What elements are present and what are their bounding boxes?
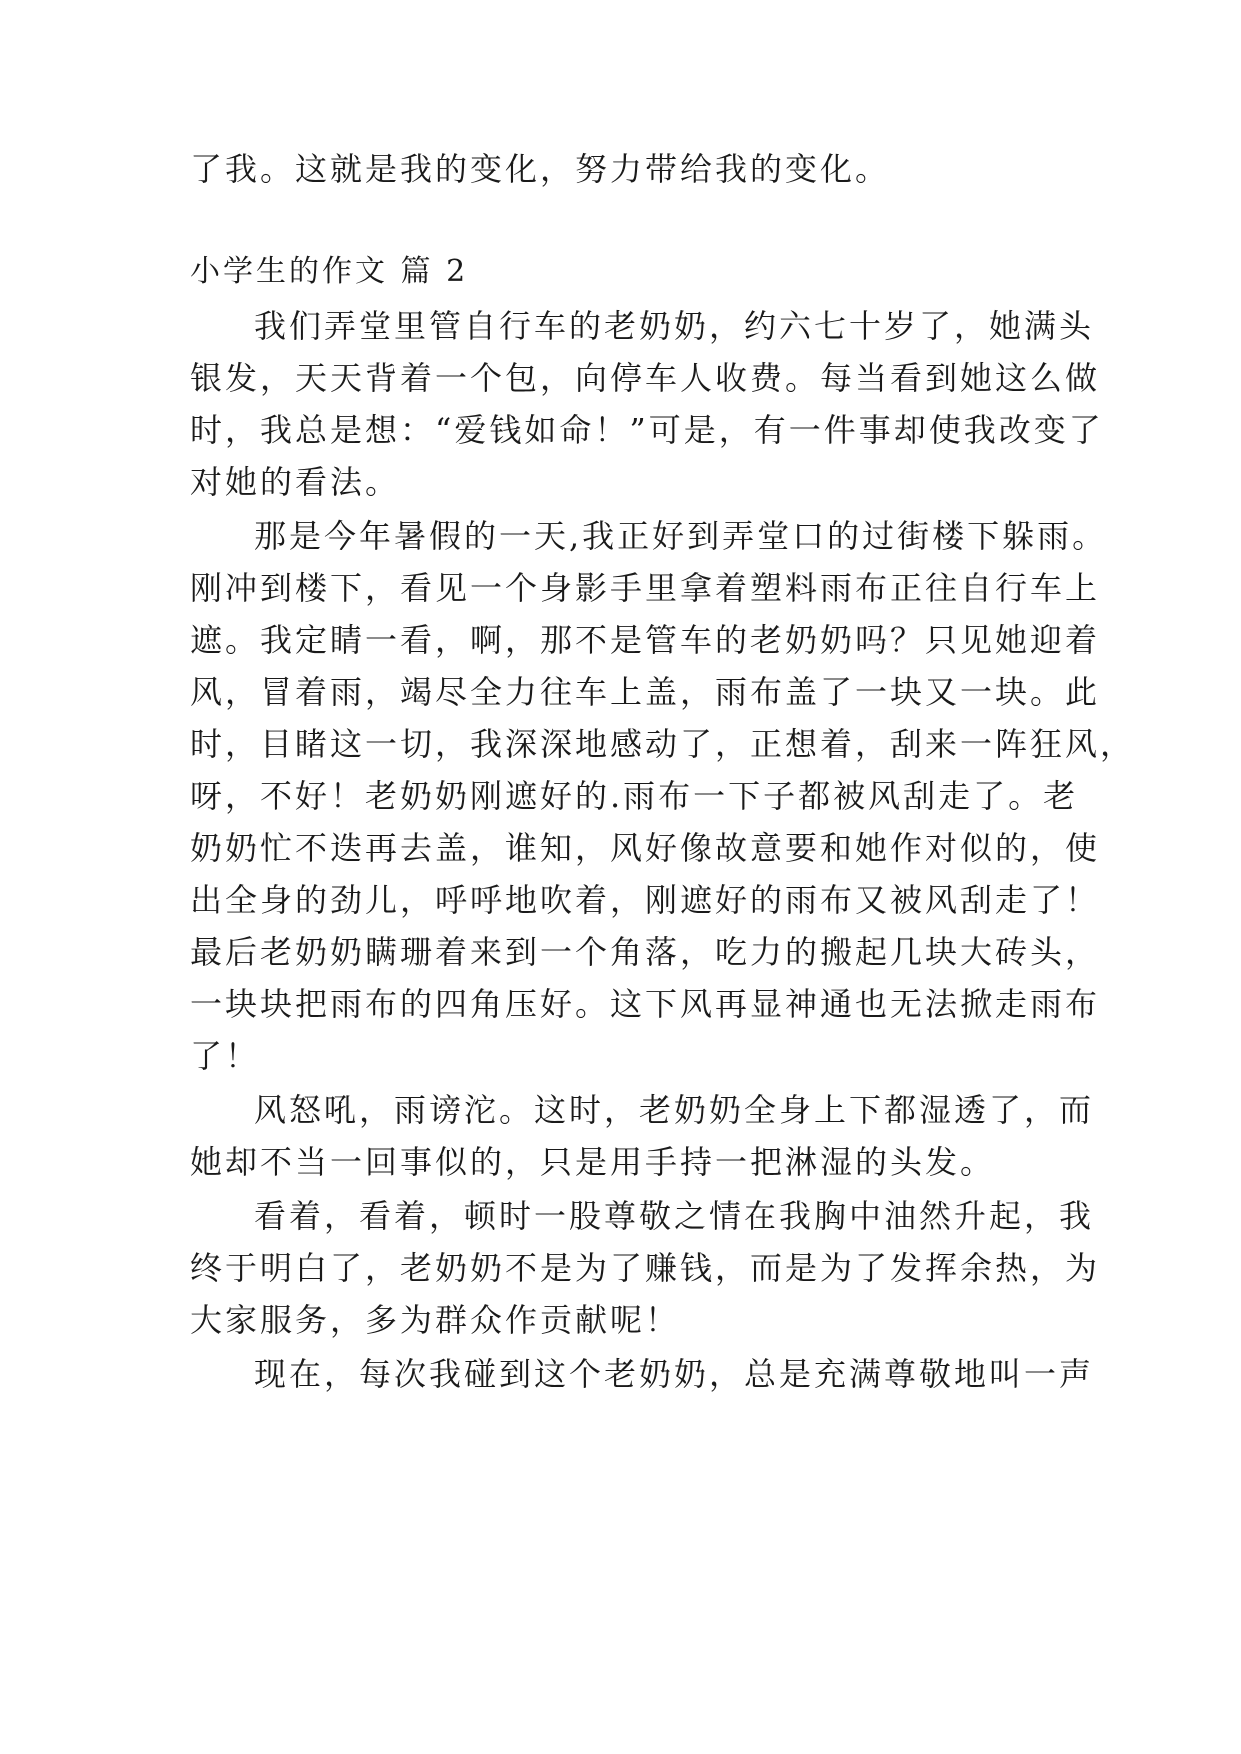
paragraph-line: 一块块把雨布的四角压好。这下风再显神通也无法掀走雨布	[190, 985, 1101, 1023]
paragraph-line: 我们弄堂里管自行车的老奶奶，约六七十岁了，她满头	[254, 307, 1095, 345]
paragraph-line: 刚冲到楼下，看见一个身影手里拿着塑料雨布正往自行车上	[190, 569, 1101, 607]
paragraph-line: 看着，看着，顿时一股尊敬之情在我胸中油然升起，我	[254, 1197, 1095, 1235]
paragraph-line: 风怒吼，雨谤沱。这时，老奶奶全身上下都湿透了，而	[254, 1091, 1095, 1129]
paragraph-line: 她却不当一回事似的，只是用手持一把淋湿的头发。	[190, 1143, 996, 1181]
paragraph-line: 奶奶忙不迭再去盖，谁知，风好像故意要和她作对似的，使	[190, 829, 1101, 867]
paragraph-line: 对她的看法。	[190, 463, 401, 501]
paragraph-line: 出全身的劲儿，呼呼地吹着，刚遮好的雨布又被风刮走了！	[190, 881, 1101, 919]
paragraph-line: 银发，天天背着一个包，向停车人收费。每当看到她这么做	[190, 359, 1101, 397]
paragraph-line: 时，我总是想：“爱钱如命！”可是，有一件事却使我改变了	[190, 411, 1104, 449]
paragraph-line: 最后老奶奶瞒珊着来到一个角落，吃力的搬起几块大砖头，	[190, 933, 1101, 971]
paragraph-line: 时，目睹这一切，我深深地感动了，正想着，刮来一阵狂风，	[190, 725, 1136, 763]
paragraph-line: 那是今年暑假的一天,我正好到弄堂口的过街楼下躲雨。	[254, 517, 1108, 555]
paragraph-line: 风，冒着雨，竭尽全力往车上盖，雨布盖了一块又一块。此	[190, 673, 1101, 711]
paragraph-line: 大家服务，多为群众作贡献呢！	[190, 1301, 681, 1339]
section-title: 小学生的作文 篇 2	[190, 254, 469, 289]
previous-section-ending: 了我。这就是我的变化，努力带给我的变化。	[190, 150, 891, 188]
paragraph-line: 呀，不好！老奶奶刚遮好的.雨布一下子都被风刮走了。老	[190, 777, 1079, 815]
paragraph-line: 终于明白了，老奶奶不是为了赚钱，而是为了发挥余热，为	[190, 1249, 1101, 1287]
paragraph-line: 遮。我定睛一看，啊，那不是管车的老奶奶吗？只见她迎着	[190, 621, 1101, 659]
paragraph-line: 现在，每次我碰到这个老奶奶，总是充满尊敬地叫一声	[254, 1355, 1095, 1393]
paragraph-line: 了！	[190, 1037, 261, 1075]
